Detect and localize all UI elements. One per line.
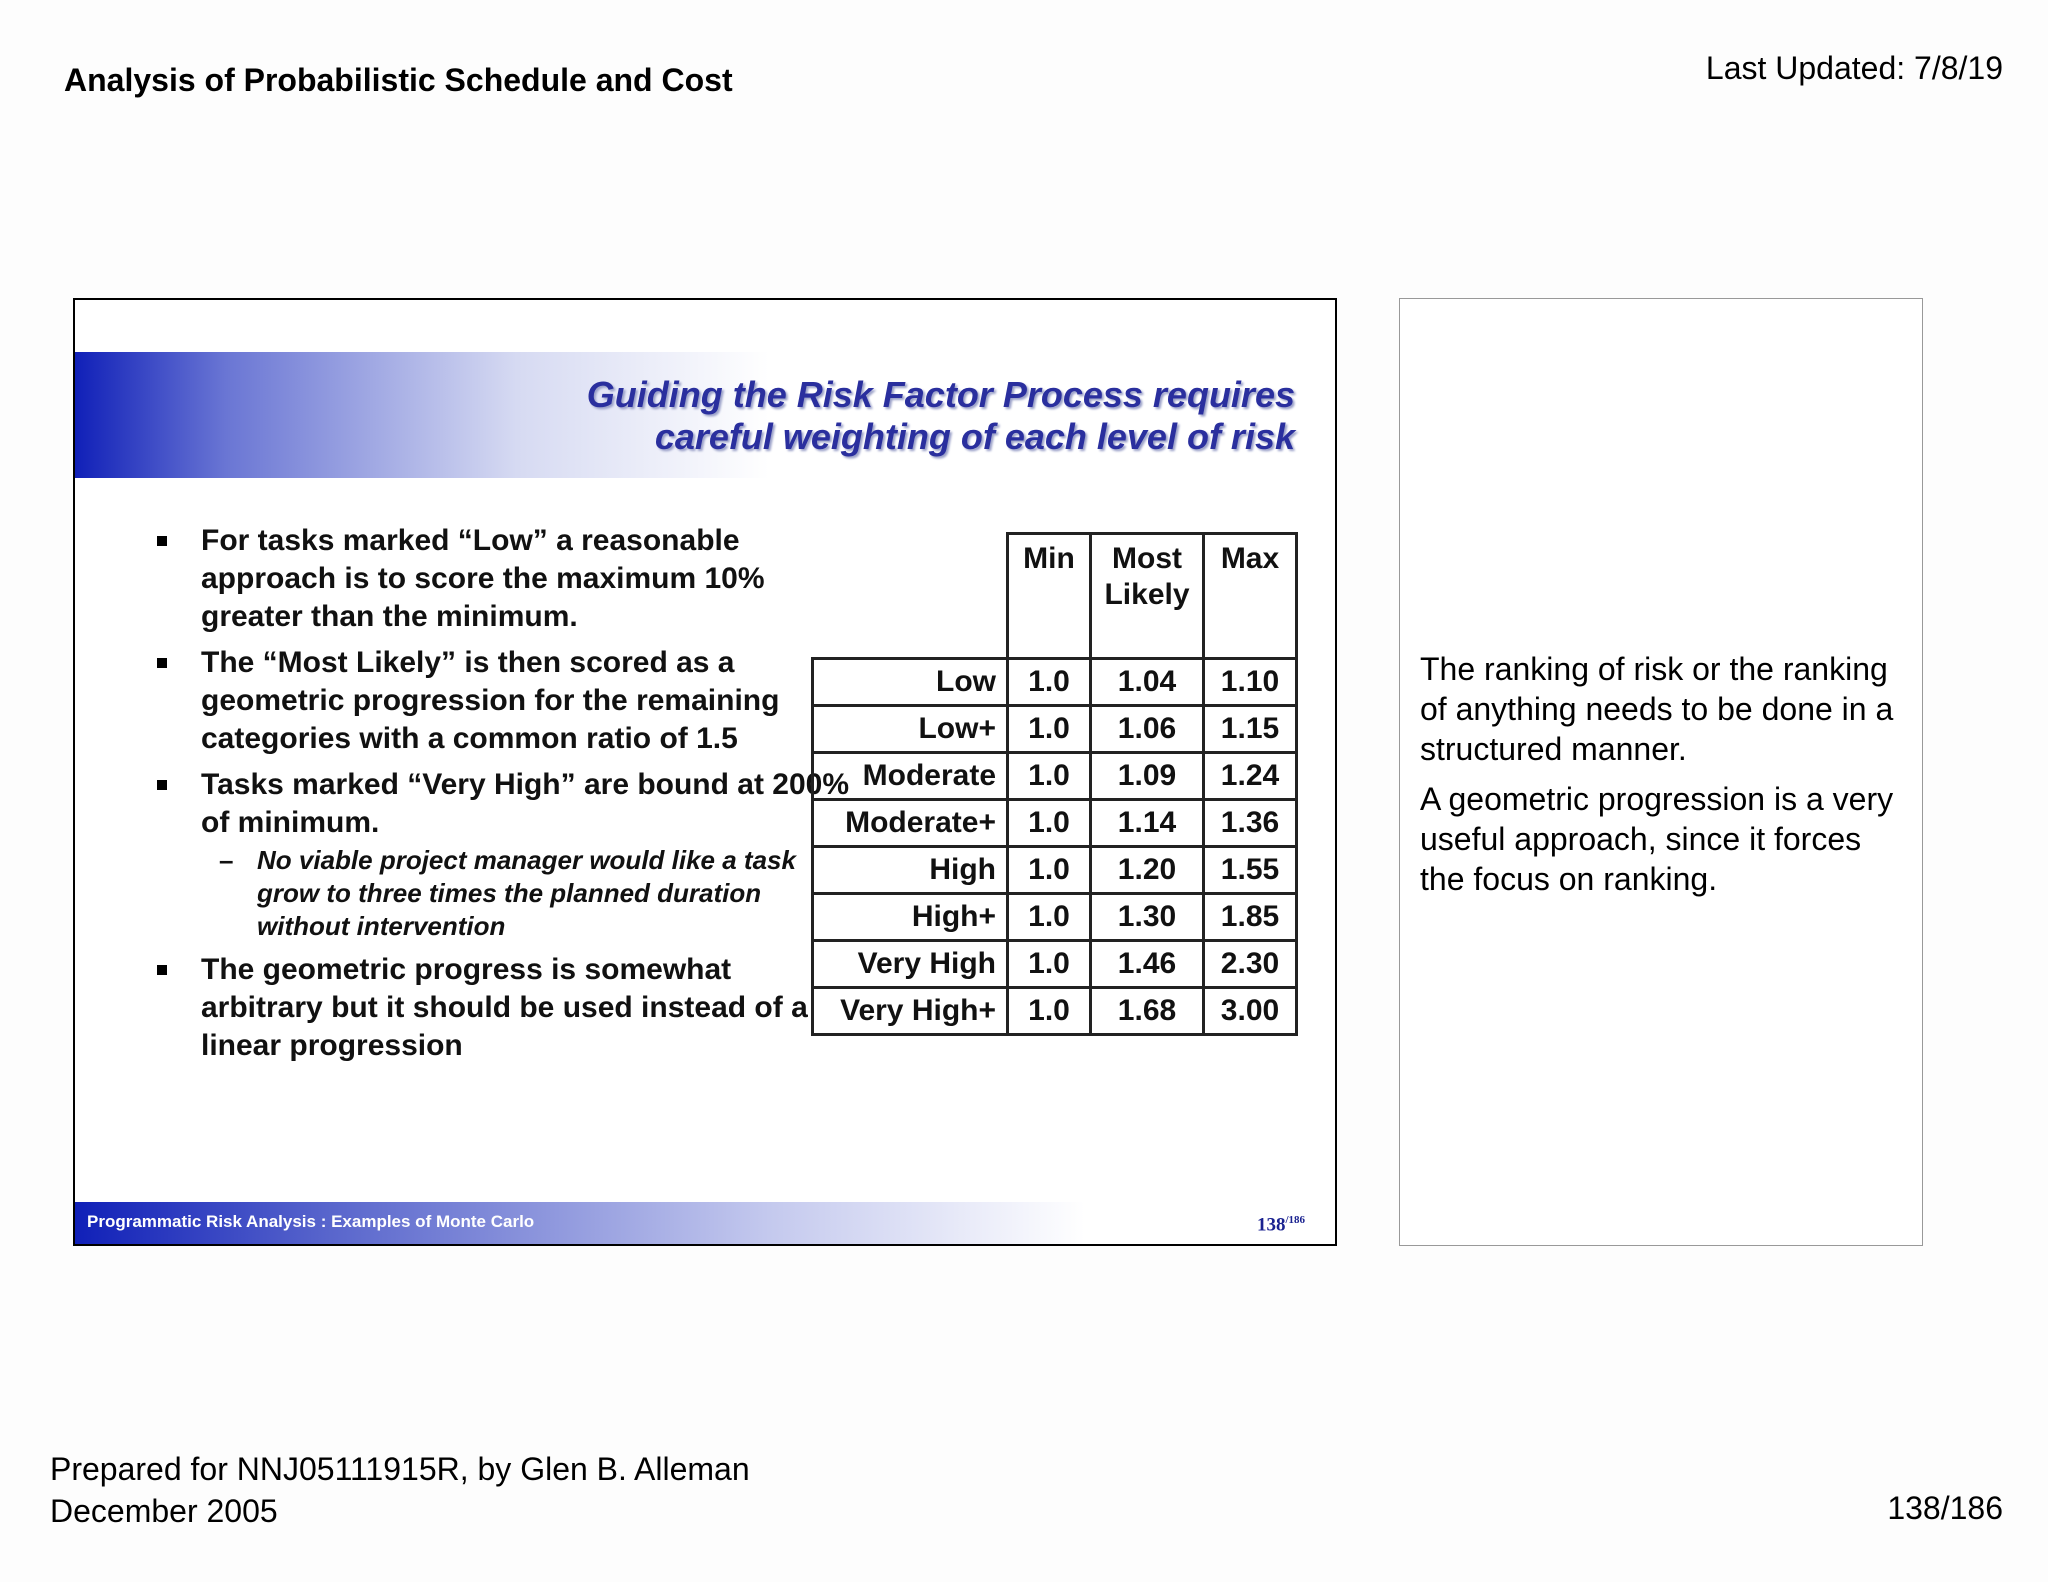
sub-bullet-list [201, 844, 853, 943]
last-updated-date: Last Updated: 7/8/19 [1705, 50, 2003, 86]
bullet-item: Tasks marked “Very High” are bound at 200% of minimum. – No viable project manager would like a task grow to three times the planned duration without intervention [153, 766, 853, 943]
min-cell: 1.0 [1008, 988, 1091, 1035]
max-cell: 1.55 [1204, 847, 1297, 894]
min-cell: 1.0 [1008, 800, 1091, 847]
footer-date: December 2005 [50, 1493, 278, 1529]
bullet-list [153, 522, 853, 1073]
risk-level-cell: Low+ [813, 706, 1008, 753]
max-cell: 1.36 [1204, 800, 1297, 847]
header-most-likely: Most Likely [1091, 534, 1204, 659]
risk-level-cell: Low [813, 659, 1008, 706]
most-likely-cell: 1.04 [1091, 659, 1204, 706]
min-cell: 1.0 [1008, 659, 1091, 706]
most-likely-cell: 1.46 [1091, 941, 1204, 988]
min-cell: 1.0 [1008, 753, 1091, 800]
notes-paragraph: A geometric progression is a very useful approach, since it forces the focus on ranking. [1420, 781, 1894, 897]
max-cell: 1.24 [1204, 753, 1297, 800]
table-row [813, 706, 1297, 753]
header-max: Max [1204, 534, 1297, 659]
slide-page-number: $138^{/186}$ [1256, 1214, 1305, 1236]
risk-factor-table [811, 532, 1298, 1036]
max-cell: 1.85 [1204, 894, 1297, 941]
header-min: Min [1008, 534, 1091, 659]
slide-footer-bar [75, 1202, 1337, 1244]
bullet-item: For tasks marked “Low” a reasonable approach is to score the maximum 10% greater than the minimum. [153, 522, 853, 636]
table-row [813, 988, 1297, 1035]
notes-panel [1399, 298, 1923, 1246]
min-cell: 1.0 [1008, 894, 1091, 941]
notes-text [1420, 649, 1910, 909]
risk-level-cell: High+ [813, 894, 1008, 941]
bullet-item: The “Most Likely” is then scored as a geometric progression for the remaining categories with a common ratio of 1.5 [153, 644, 853, 758]
footer-prepared-for [50, 1448, 750, 1532]
slide-image [73, 298, 1337, 1246]
slide-heading [395, 374, 1295, 458]
table-row [813, 941, 1297, 988]
max-cell: 2.30 [1204, 941, 1297, 988]
table-row [813, 800, 1297, 847]
most-likely-cell: 1.68 [1091, 988, 1204, 1035]
max-cell: 3.00 [1204, 988, 1297, 1035]
risk-level-cell: Very High [813, 941, 1008, 988]
sub-bullet-item: – No viable project manager would like a task grow to three times the planned duration without intervention [201, 844, 853, 943]
slide-footer-text: Programmatic Risk Analysis : Examples of Monte Carlo [87, 1212, 535, 1231]
table-row [813, 894, 1297, 941]
table-row [813, 753, 1297, 800]
notes-paragraph: The ranking of risk or the ranking of anything needs to be done in a structured manner. [1420, 651, 1894, 767]
table-header-row [813, 534, 1297, 659]
most-likely-cell: 1.06 [1091, 706, 1204, 753]
risk-level-cell: Very High+ [813, 988, 1008, 1035]
table-body [813, 659, 1297, 1035]
table-row [813, 847, 1297, 894]
most-likely-cell: 1.14 [1091, 800, 1204, 847]
slide-heading-line-2: careful weighting of each level of risk [654, 416, 1295, 457]
max-cell: 1.15 [1204, 706, 1297, 753]
footer-prepared-line: Prepared for NNJ05111915R, by Glen B. Alleman [50, 1451, 750, 1487]
max-cell: 1.10 [1204, 659, 1297, 706]
min-cell: 1.0 [1008, 941, 1091, 988]
header-blank-cell [813, 534, 1008, 659]
min-cell: 1.0 [1008, 847, 1091, 894]
risk-level-cell: Moderate [813, 753, 1008, 800]
most-likely-cell: 1.09 [1091, 753, 1204, 800]
slide-page-total: /186 [1285, 1214, 1305, 1226]
slide-heading-line-1: Guiding the Risk Factor Process requires [586, 374, 1295, 415]
most-likely-cell: 1.30 [1091, 894, 1204, 941]
risk-level-cell: High [813, 847, 1008, 894]
bullet-item: The geometric progress is somewhat arbitrary but it should be used instead of a linear progression [153, 951, 853, 1065]
document-title: Analysis of Probabilistic Schedule and Cost [64, 62, 733, 98]
min-cell: 1.0 [1008, 706, 1091, 753]
most-likely-cell: 1.20 [1091, 847, 1204, 894]
footer-page-number: 138/186 [1887, 1490, 2003, 1526]
table-row [813, 659, 1297, 706]
risk-level-cell: Moderate+ [813, 800, 1008, 847]
